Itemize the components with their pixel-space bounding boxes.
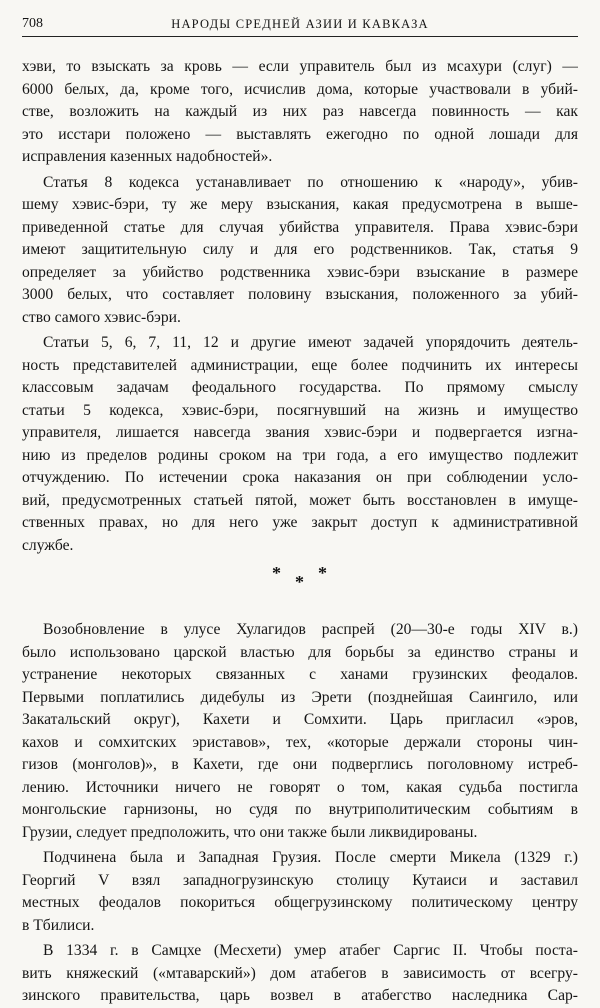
- text-line: управителя, лишается навсегда звания хэвис-бэри и подвергается изгна-: [22, 424, 578, 441]
- text-line: 3000 белых, что составляет половину взыскания, положенного за убий-: [22, 286, 578, 303]
- section-divider: [22, 557, 578, 619]
- text-line: монгольские гарнизоны, но судя по внутриполитическим событиям в: [22, 801, 578, 818]
- text-line: службе.: [22, 536, 74, 554]
- text-line: в Тбилиси.: [22, 916, 95, 934]
- text-line: ность представителей администрации, еще более подчинить их интересы: [22, 356, 578, 374]
- text-line: ственных правах, но для него уже закрыт доступ к административной: [22, 514, 578, 531]
- text-line: это исстари положено — выставлять ежегодно по одной лошади для: [22, 125, 578, 143]
- text-line: имеют защитительную силу и для его родственников. Так, статья 9: [22, 241, 578, 258]
- text-line: вить княжеский («мтаварский») дом атабегов в зависимость от всегру-: [22, 964, 578, 982]
- running-title: НАРОДЫ СРЕДНЕЙ АЗИИ И КАВКАЗА: [171, 17, 429, 31]
- body-text: [22, 56, 578, 1008]
- text-line: Грузии, следует предположить, что они также были ликвидированы.: [22, 823, 478, 841]
- text-line: Георгий V взял западногрузинскую столицу Кутаиси и заставил: [22, 871, 578, 889]
- divider-star: *: [295, 572, 304, 592]
- divider-star: *: [272, 563, 281, 583]
- page-header: [22, 14, 578, 37]
- text-line: статьи 5 кодекса, хэвис-бэри, посягнувший на жизнь и имущество: [22, 401, 578, 419]
- text-line: было использовано царской властью для борьбы за единство страны и: [22, 643, 578, 661]
- text-line: местных феодалов покориться общегрузинскому политическому центру: [22, 894, 578, 911]
- page-number: 708: [22, 16, 43, 31]
- text-line: 6000 белых, да, кроме того, исчислив дома, которые участвовали в убий-: [22, 80, 578, 98]
- text-line: приведенной статье для случая убийства управителя. Права хэвис-бэри: [22, 218, 578, 236]
- text-line: ство самого хэвис-бэри.: [22, 308, 181, 326]
- text-line: отчуждению. По истечении срока наказания он при соблюдении усло-: [22, 469, 578, 486]
- text-line: шему хэвис-бэри, ту же меру взыскания, какая предусмотрена в выше-: [22, 196, 578, 213]
- text-line: Закатальский округ), Кахети и Сомхити. Царь пригласил «эров,: [22, 711, 578, 728]
- divider-star: *: [318, 563, 327, 583]
- text-line: стве, возложить на каждый из них раз навсегда повинность — как: [22, 103, 578, 120]
- text-line: Статья 8 кодекса устанавливает по отношению к «народу», убив-: [43, 173, 578, 191]
- text-line: хэви, то взыскать за кровь — если управитель был из мсахури (слуг) —: [22, 58, 578, 75]
- text-line: лению. Источники ничего не говорят о том, какая судьба постигла: [22, 778, 578, 796]
- text-line: Подчинена была и Западная Грузия. После смерти Микела (1329 г.): [43, 849, 578, 866]
- text-line: определяет за убийство родственника хэвис-бэри взыскание в размере: [22, 263, 578, 281]
- text-line: нию из пределов родины сроком на три года, а его имущество подлежит: [22, 446, 578, 464]
- text-line: Возобновление в улусе Хулагидов распрей (20—30-е годы XIV в.): [43, 621, 578, 638]
- text-line: Первыми поплатились дидебулы из Эрети (позднейшая Саингило, или: [22, 688, 578, 706]
- text-line: В 1334 г. в Самцхе (Месхети) умер атабег Саргис II. Чтобы поста-: [43, 942, 578, 959]
- text-line: вий, предусмотренных статьей пятой, может быть восстановлен в имуще-: [22, 491, 578, 509]
- text-line: устранение некоторых связанных с ханами грузинских феодалов.: [22, 666, 578, 683]
- text-line: исправления казенных надобностей».: [22, 148, 273, 165]
- text-line: кахов и сомхитских эриставов», тех, «которые держали стороны чин-: [22, 733, 578, 751]
- text-line: гизов (монголов)», в Кахети, где они подверглись поголовному истреб-: [22, 756, 578, 773]
- text-line: Статьи 5, 6, 7, 11, 12 и другие имеют задачей упорядочить деятель-: [43, 334, 578, 351]
- text-line: зинского правительства, царь возвел в атабегство наследника Сар-: [22, 987, 578, 1004]
- text-line: классовым задачам феодального государства. По прямому смыслу: [22, 379, 578, 396]
